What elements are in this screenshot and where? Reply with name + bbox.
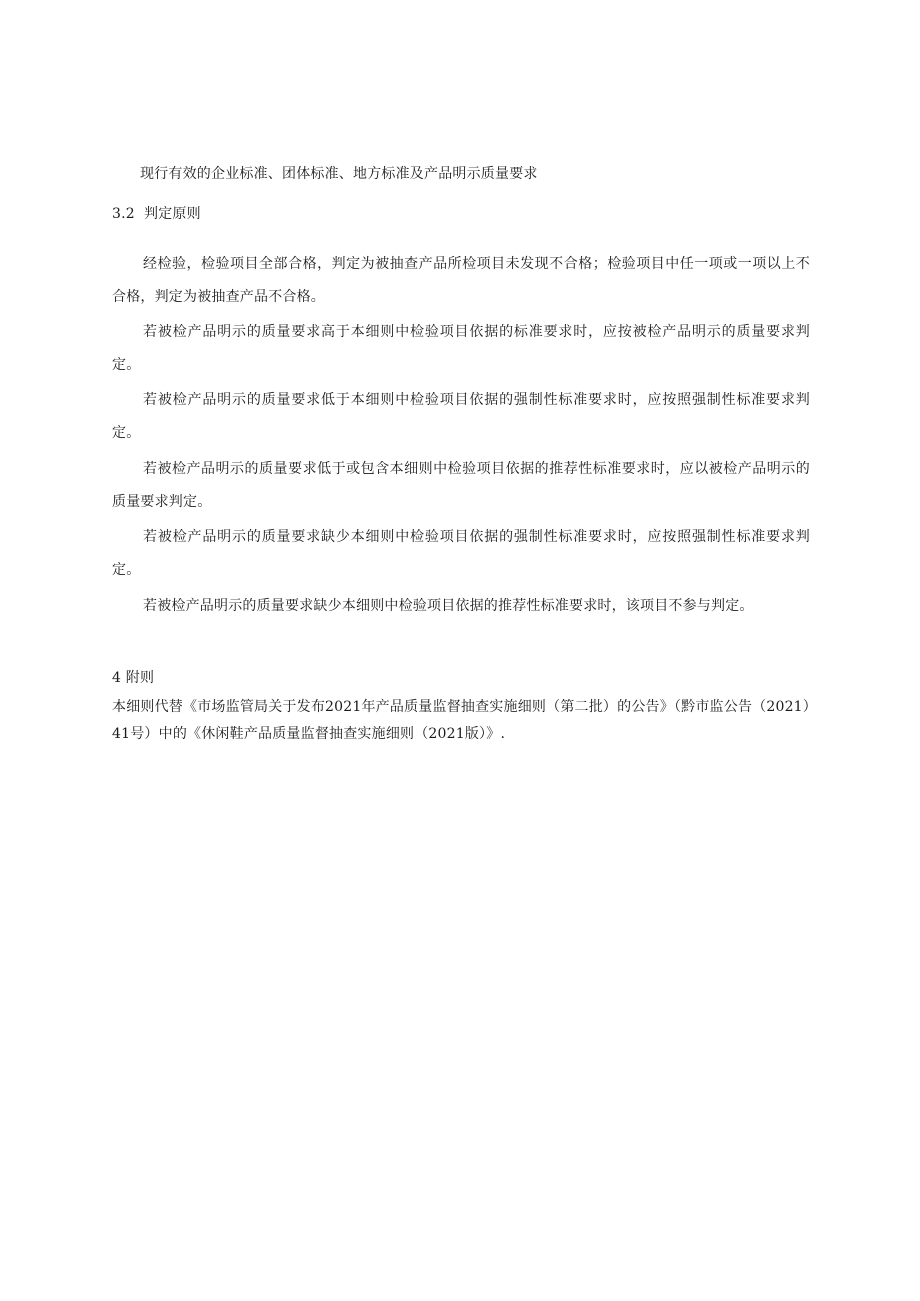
- section-4-body: 本细则代替《市场监管局关于发布2021年产品质量监督抽查实施细则（第二批）的公告》（黔市监公告（2021）41号）中的《休闲鞋产品质量监督抽查实施细则（2021版）》.: [112, 699, 810, 742]
- section-number: 3.2: [112, 206, 135, 222]
- paragraph-3: 若被检产品明示的质量要求低于本细则中检验项目依据的强制性标准要求时，应按照强制性标准要求判定。: [112, 392, 810, 441]
- paragraph-5: 若被检产品明示的质量要求缺少本细则中检验项目依据的强制性标准要求时，应按照强制性标准要求判定。: [112, 529, 810, 578]
- section-title: 判定原则: [144, 206, 201, 222]
- paragraph-2: 若被检产品明示的质量要求高于本细则中检验项目依据的标准要求时，应按被检产品明示的质量要求判定。: [112, 324, 810, 373]
- continuation-line: 现行有效的企业标准、团体标准、地方标准及产品明示质量要求: [140, 166, 538, 182]
- paragraph-6: 若被检产品明示的质量要求缺少本细则中检验项目依据的推荐性标准要求时，该项目不参与判定。: [143, 598, 754, 614]
- section-3-2-heading: [112, 205, 201, 223]
- paragraph-1: 经检验，检验项目全部合格，判定为被抽查产品所检项目未发现不合格；检验项目中任一项或一项以上不合格，判定为被抽查产品不合格。: [112, 256, 810, 305]
- section-4-heading: 4 附则: [112, 670, 155, 686]
- paragraph-4: 若被检产品明示的质量要求低于或包含本细则中检验项目依据的推荐性标准要求时，应以被检产品明示的质量要求判定。: [112, 461, 810, 510]
